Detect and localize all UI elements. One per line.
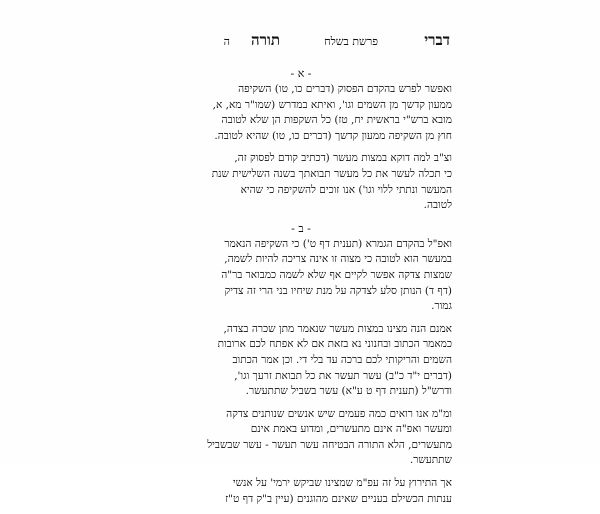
parsha-name: פרשת בשלח — [324, 35, 378, 48]
paragraph — [150, 82, 452, 144]
text-line: ואפשר לפרש בהקדם הפסוק (דברים כו, טו) השקיפה — [238, 83, 452, 95]
text-line: כי תכלה לעשר את כל מעשר תבואתך בשנה השלישית שנת — [211, 167, 452, 180]
section-marker: - א - — [290, 67, 312, 80]
text-line: (דברים י"ד כ"ב) עשר תעשר את כל תבואת זרעך וגו', — [234, 369, 452, 382]
text-line: במעשר הוא לטובה כי מצוה זו אינה צריכה להיות לשמה, — [224, 253, 452, 266]
text-line: המעשר ונתתי ללוי וגו') אנו זוכים להשקיפה כי שהיא — [240, 183, 452, 196]
paragraph — [150, 476, 452, 507]
text-line: ומ"מ אנו רואים כמה פעמים שיש אנשים שנותנים צדקה — [226, 407, 452, 420]
text-line: לטובה. — [423, 199, 452, 212]
text-line: אמנם הנה מצינו במצות מעשר שנאמר מתן שכרה בצדה, — [223, 322, 452, 335]
text-line: שתתעשר. — [409, 454, 452, 467]
paragraph — [150, 237, 452, 315]
paragraph — [150, 407, 452, 469]
text-line: אך התירוץ על זה עפ"מ שמצינו שביקש ירמי' על אנשי — [232, 477, 452, 490]
text-line: (דף ד) הנותן סלע לצדקה על מנת שיחיו בני הרי זה צדיק — [224, 284, 452, 297]
text-line: מובא ברש"י בראשית יח, טז) כל השקפות הן שלא לטובה — [221, 114, 452, 127]
text-line: ענתות הכשילם בעניים שאינם מהוגנים (עיין ב"ק דף ט"ז — [225, 492, 452, 505]
text-line: חוץ מן השקיפה ממעון קדשך (דברים כו, טו) שהיא לטובה. — [214, 129, 452, 142]
text-line: גמור. — [431, 300, 452, 313]
text-line: מתעשרים, הלא התורה הבטיחה עשר תעשר - עשר שבשביל — [207, 438, 452, 451]
page-letter: ה — [223, 35, 230, 48]
text-line: ממעון קדשך מן השמים וגו', ואיתא במדרש (שמו"ר מא, א, — [212, 98, 452, 111]
paragraph — [150, 151, 452, 213]
document-body — [150, 66, 452, 514]
page-header — [150, 33, 450, 53]
text-line: ואפ"ל בהקדם הגמרא (תענית דף ט') כי השקיפה הנאמר — [224, 237, 452, 250]
text-line: ומעשר ואפ"ה אינם מתעשרים, ומדוע באמת אינם — [250, 423, 452, 436]
text-line: השמים והריקותי לכם ברכה עד בלי די. וכן אמר הכתוב — [232, 353, 452, 366]
paragraph — [150, 322, 452, 400]
text-line: וצ"ב למה דוקא במצות מעשר (דכתיב קודם לפסוק זה, — [234, 152, 452, 165]
book-title: דברי — [424, 31, 450, 49]
section-marker: - ב - — [291, 221, 311, 235]
text-line: כמאמר הכתוב ובחנוני נא בזאת אם לא אפתח לכם ארובות — [217, 338, 452, 351]
text-line: ודרש"ל (תענית דף ט ע"א) עשר בשביל שתתעשר. — [245, 385, 452, 398]
torah-label: תורה — [251, 31, 280, 49]
text-line: שמצות צדקה אפשר לקיים אף שלא לשמה כמבואר בר"ה — [221, 268, 452, 281]
